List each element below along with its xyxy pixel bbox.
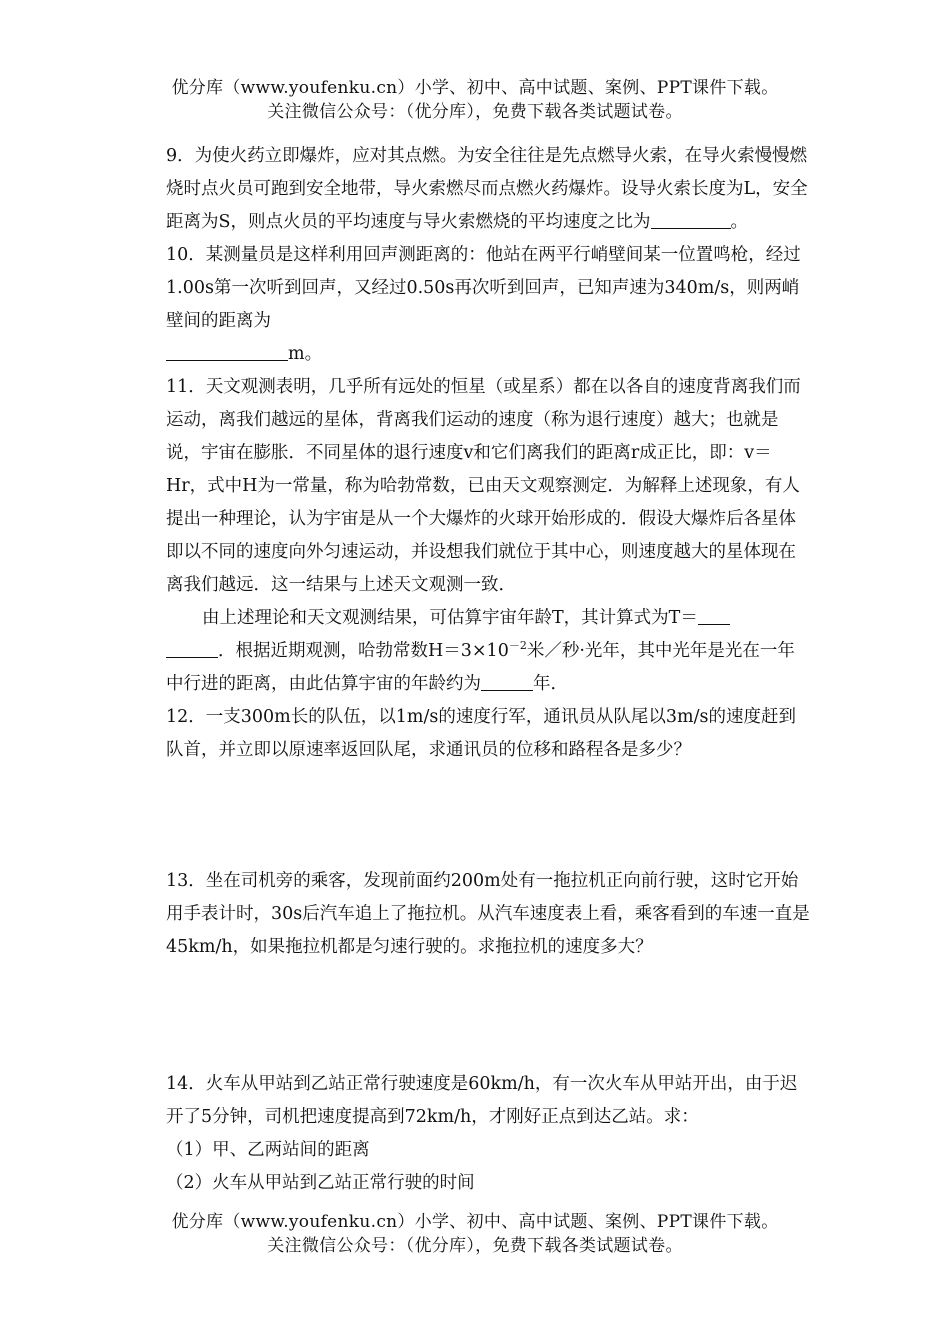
answer-space (166, 767, 810, 865)
exponent: －2 (508, 639, 527, 652)
question-11-para-2 (166, 602, 810, 701)
answer-blank (166, 637, 218, 658)
questions-body (166, 140, 810, 1200)
question-11-text-b: ．根据近期观测，哈勃常数H＝3×10 (218, 641, 509, 661)
question-11-end: 年． (533, 674, 568, 694)
question-9-text: 9．为使火药立即爆炸，应对其点燃。为安全往往是先点燃导火索，在导火索慢慢燃烧时点火员可跑到安全地带，导火索燃尽而点燃火药爆炸。设导火索长度为L，安全距离为S，则点火员的平均速度与导火索燃烧的平均速度之比为 (166, 146, 808, 232)
answer-space (166, 964, 810, 1068)
footer-line-1: 优分库（www.youfenku.cn）小学、初中、高中试题、案例、PPT课件下载。 (171, 1212, 779, 1232)
page-header (0, 76, 950, 124)
answer-blank (651, 208, 731, 229)
question-9 (166, 140, 810, 239)
question-9-end: 。 (730, 212, 748, 232)
question-11-para-1: 11．天文观测表明，几乎所有远处的恒星（或星系）都在以各自的速度背离我们而运动，离我们越远的星体，背离我们运动的速度（称为退行速度）越大；也就是说，宇宙在膨胀．不同星体的退行速度v和它们离我们的距离r成正比，即：v＝Hr，式中H为一常量，称为哈勃常数，已由天文观察测定．为解释上述现象，有人提出一种理论，认为宇宙是从一个大爆炸的火球开始形成的．假设大爆炸后各星体即以不同的速度向外匀速运动，并设想我们就位于其中心，则速度越大的星体现在离我们越远．这一结果与上述天文观测一致． (166, 377, 801, 595)
answer-blank (481, 670, 533, 691)
question-12: 12．一支300m长的队伍，以1m/s的速度行军，通讯员从队尾以3m/s的速度赶到队首，并立即以原速率返回队尾，求通讯员的位移和路程各是多少？ (166, 707, 796, 760)
page-footer (0, 1210, 950, 1258)
question-14-sub-2: （2）火车从甲站到乙站正常行驶的时间 (166, 1173, 475, 1193)
answer-blank (166, 340, 288, 361)
header-line-1: 优分库（www.youfenku.cn）小学、初中、高中试题、案例、PPT课件下载。 (171, 78, 779, 98)
question-11-text-c: 米／秒·光年，其中光年是光在一年中行进的距离，由此估算宇宙的年龄约为 (166, 641, 795, 694)
header-line-2: 关注微信公众号：（优分库），免费下载各类试题试卷。 (267, 102, 683, 122)
question-10-text: 10．某测量员是这样利用回声测距离的：他站在两平行峭壁间某一位置鸣枪，经过1.00s第一次听到回声，又经过0.50s再次听到回声，已知声速为340m/s，则两峭壁间的距离为 (166, 245, 801, 331)
footer-line-2: 关注微信公众号：（优分库），免费下载各类试题试卷。 (267, 1236, 683, 1256)
question-14: 14．火车从甲站到乙站正常行驶速度是60km/h，有一次火车从甲站开出，由于迟开了5分钟，司机把速度提高到72km/h，才刚好正点到达乙站。求： (166, 1074, 798, 1127)
question-13: 13．坐在司机旁的乘客，发现前面约200m处有一拖拉机正向前行驶，这时它开始用手表计时，30s后汽车追上了拖拉机。从汽车速度表上看，乘客看到的车速一直是45km/h，如果拖拉机都是匀速行驶的。求拖拉机的速度多大？ (166, 871, 810, 957)
question-11-text-a: 由上述理论和天文观测结果，可估算宇宙年龄T，其计算式为T＝ (202, 608, 698, 628)
question-10-end: m。 (288, 344, 323, 364)
answer-blank (698, 604, 730, 625)
question-10 (166, 239, 810, 371)
question-14-sub-1: （1）甲、乙两站间的距离 (166, 1140, 370, 1160)
